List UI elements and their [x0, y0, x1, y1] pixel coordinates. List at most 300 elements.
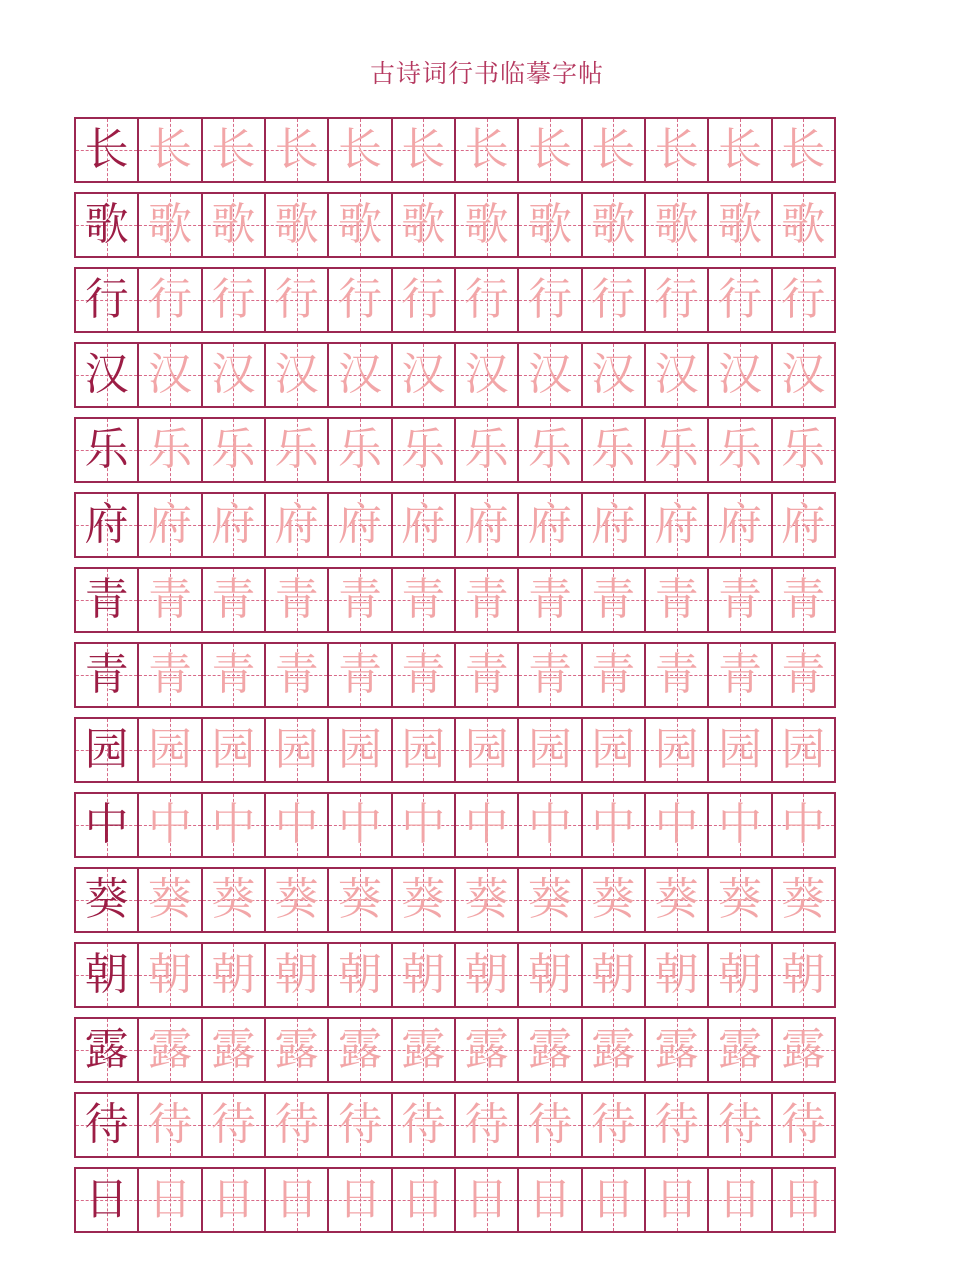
trace-cell: [707, 192, 772, 258]
trace-character: 园: [274, 724, 319, 775]
trace-character: 歌: [654, 199, 699, 250]
trace-character: 汉: [464, 349, 509, 400]
trace-cell: [454, 567, 519, 633]
trace-cell: [264, 117, 329, 183]
trace-character: 行: [147, 274, 192, 325]
trace-character: 青: [781, 649, 826, 700]
trace-character: 日: [527, 1174, 572, 1225]
model-cell: [74, 867, 139, 933]
trace-cell: [707, 267, 772, 333]
trace-cell: [264, 417, 329, 483]
trace-cell: [644, 492, 709, 558]
trace-cell: [201, 492, 266, 558]
model-character: 行: [84, 274, 129, 325]
trace-character: 葵: [527, 874, 572, 925]
model-cell: [74, 117, 139, 183]
trace-character: 露: [274, 1024, 319, 1075]
trace-character: 待: [147, 1099, 192, 1150]
trace-cell: [201, 192, 266, 258]
model-character: 汉: [84, 349, 129, 400]
trace-character: 府: [211, 499, 256, 550]
trace-character: 朝: [654, 949, 699, 1000]
trace-cell: [327, 792, 392, 858]
trace-character: 待: [654, 1099, 699, 1150]
trace-character: 青: [654, 574, 699, 625]
trace-cell: [517, 792, 582, 858]
trace-cell: [391, 342, 456, 408]
trace-cell: [517, 117, 582, 183]
trace-character: 长: [401, 124, 446, 175]
trace-cell: [644, 117, 709, 183]
trace-character: 府: [147, 499, 192, 550]
model-cell: [74, 192, 139, 258]
trace-cell: [771, 792, 836, 858]
trace-cell: [137, 342, 202, 408]
trace-cell: [327, 492, 392, 558]
practice-row: [74, 717, 858, 783]
trace-character: 府: [464, 499, 509, 550]
trace-cell: [771, 867, 836, 933]
trace-cell: [327, 942, 392, 1008]
trace-character: 中: [717, 799, 762, 850]
trace-cell: [137, 942, 202, 1008]
trace-character: 行: [337, 274, 382, 325]
trace-character: 待: [781, 1099, 826, 1150]
trace-cell: [201, 1017, 266, 1083]
trace-character: 中: [527, 799, 572, 850]
trace-character: 乐: [211, 424, 256, 475]
trace-cell: [264, 492, 329, 558]
trace-character: 待: [211, 1099, 256, 1150]
trace-character: 汉: [274, 349, 319, 400]
trace-character: 园: [401, 724, 446, 775]
trace-character: 日: [591, 1174, 636, 1225]
trace-character: 行: [527, 274, 572, 325]
trace-cell: [581, 192, 646, 258]
trace-cell: [391, 717, 456, 783]
trace-cell: [137, 492, 202, 558]
trace-cell: [327, 342, 392, 408]
trace-character: 日: [464, 1174, 509, 1225]
trace-cell: [137, 117, 202, 183]
model-character: 青: [84, 649, 129, 700]
trace-character: 朝: [147, 949, 192, 1000]
trace-cell: [201, 717, 266, 783]
trace-cell: [327, 267, 392, 333]
trace-character: 园: [337, 724, 382, 775]
model-cell: [74, 417, 139, 483]
trace-cell: [771, 1017, 836, 1083]
trace-cell: [327, 1017, 392, 1083]
model-character: 待: [84, 1099, 129, 1150]
practice-row: [74, 792, 858, 858]
trace-cell: [771, 492, 836, 558]
trace-character: 葵: [337, 874, 382, 925]
trace-character: 待: [274, 1099, 319, 1150]
trace-character: 葵: [781, 874, 826, 925]
trace-cell: [581, 792, 646, 858]
trace-cell: [707, 1017, 772, 1083]
trace-character: 行: [717, 274, 762, 325]
trace-cell: [517, 342, 582, 408]
trace-character: 露: [781, 1024, 826, 1075]
trace-character: 府: [654, 499, 699, 550]
trace-character: 葵: [401, 874, 446, 925]
practice-row: [74, 1092, 858, 1158]
trace-cell: [391, 1017, 456, 1083]
trace-cell: [517, 267, 582, 333]
trace-character: 中: [654, 799, 699, 850]
trace-character: 园: [781, 724, 826, 775]
trace-character: 长: [211, 124, 256, 175]
trace-character: 行: [274, 274, 319, 325]
trace-cell: [454, 642, 519, 708]
trace-cell: [327, 1167, 392, 1233]
trace-cell: [137, 417, 202, 483]
trace-cell: [264, 342, 329, 408]
practice-row: [74, 867, 858, 933]
trace-cell: [644, 417, 709, 483]
trace-cell: [771, 342, 836, 408]
practice-row: [74, 492, 858, 558]
trace-cell: [454, 492, 519, 558]
trace-cell: [644, 867, 709, 933]
trace-character: 长: [337, 124, 382, 175]
trace-cell: [517, 867, 582, 933]
trace-character: 朝: [717, 949, 762, 1000]
model-cell: [74, 642, 139, 708]
trace-cell: [771, 642, 836, 708]
trace-character: 青: [211, 574, 256, 625]
trace-character: 行: [464, 274, 509, 325]
trace-character: 青: [274, 574, 319, 625]
trace-character: 汉: [717, 349, 762, 400]
model-character: 青: [84, 574, 129, 625]
trace-character: 长: [147, 124, 192, 175]
trace-character: 露: [337, 1024, 382, 1075]
practice-row: [74, 942, 858, 1008]
trace-cell: [581, 867, 646, 933]
trace-character: 待: [591, 1099, 636, 1150]
practice-row: [74, 567, 858, 633]
trace-character: 葵: [717, 874, 762, 925]
trace-character: 露: [527, 1024, 572, 1075]
trace-character: 长: [274, 124, 319, 175]
trace-character: 汉: [147, 349, 192, 400]
trace-cell: [707, 342, 772, 408]
trace-cell: [454, 342, 519, 408]
trace-character: 中: [591, 799, 636, 850]
trace-character: 日: [147, 1174, 192, 1225]
trace-character: 长: [464, 124, 509, 175]
trace-character: 朝: [464, 949, 509, 1000]
practice-row: [74, 1017, 858, 1083]
trace-character: 青: [781, 574, 826, 625]
trace-cell: [581, 1092, 646, 1158]
trace-cell: [391, 492, 456, 558]
trace-character: 行: [654, 274, 699, 325]
trace-character: 葵: [211, 874, 256, 925]
trace-cell: [707, 642, 772, 708]
trace-character: 青: [527, 574, 572, 625]
trace-character: 行: [211, 274, 256, 325]
trace-cell: [581, 1167, 646, 1233]
trace-cell: [454, 792, 519, 858]
trace-character: 歌: [337, 199, 382, 250]
trace-character: 青: [464, 574, 509, 625]
trace-character: 青: [464, 649, 509, 700]
trace-character: 府: [337, 499, 382, 550]
trace-cell: [517, 417, 582, 483]
trace-character: 待: [401, 1099, 446, 1150]
trace-cell: [264, 792, 329, 858]
trace-character: 府: [591, 499, 636, 550]
trace-character: 汉: [337, 349, 382, 400]
trace-cell: [581, 117, 646, 183]
trace-cell: [517, 1167, 582, 1233]
trace-cell: [137, 567, 202, 633]
trace-character: 中: [337, 799, 382, 850]
trace-cell: [137, 267, 202, 333]
trace-character: 歌: [274, 199, 319, 250]
model-cell: [74, 1167, 139, 1233]
trace-character: 乐: [527, 424, 572, 475]
trace-character: 青: [717, 574, 762, 625]
trace-cell: [644, 717, 709, 783]
practice-row: [74, 342, 858, 408]
trace-cell: [454, 717, 519, 783]
trace-cell: [707, 792, 772, 858]
trace-cell: [581, 492, 646, 558]
trace-character: 府: [527, 499, 572, 550]
trace-cell: [264, 1017, 329, 1083]
trace-cell: [327, 567, 392, 633]
trace-character: 青: [337, 574, 382, 625]
trace-character: 长: [654, 124, 699, 175]
model-cell: [74, 492, 139, 558]
trace-cell: [201, 117, 266, 183]
trace-character: 园: [717, 724, 762, 775]
trace-cell: [201, 417, 266, 483]
trace-cell: [264, 267, 329, 333]
trace-cell: [771, 1167, 836, 1233]
trace-character: 日: [717, 1174, 762, 1225]
trace-character: 歌: [717, 199, 762, 250]
trace-cell: [644, 642, 709, 708]
model-cell: [74, 342, 139, 408]
trace-character: 府: [781, 499, 826, 550]
practice-row: [74, 1167, 858, 1233]
trace-cell: [581, 942, 646, 1008]
trace-cell: [201, 1092, 266, 1158]
trace-character: 朝: [274, 949, 319, 1000]
trace-character: 乐: [654, 424, 699, 475]
trace-cell: [454, 942, 519, 1008]
model-cell: [74, 267, 139, 333]
practice-row: [74, 117, 858, 183]
trace-character: 朝: [591, 949, 636, 1000]
trace-cell: [391, 192, 456, 258]
trace-cell: [517, 942, 582, 1008]
trace-cell: [137, 792, 202, 858]
trace-character: 中: [211, 799, 256, 850]
trace-character: 中: [464, 799, 509, 850]
trace-cell: [581, 267, 646, 333]
trace-cell: [581, 717, 646, 783]
trace-cell: [707, 492, 772, 558]
practice-row: [74, 417, 858, 483]
trace-cell: [201, 792, 266, 858]
trace-character: 园: [464, 724, 509, 775]
trace-cell: [517, 567, 582, 633]
trace-cell: [201, 642, 266, 708]
trace-character: 朝: [337, 949, 382, 1000]
trace-character: 中: [401, 799, 446, 850]
trace-cell: [771, 117, 836, 183]
trace-cell: [327, 117, 392, 183]
trace-cell: [391, 117, 456, 183]
trace-cell: [771, 267, 836, 333]
trace-cell: [264, 1092, 329, 1158]
trace-cell: [454, 192, 519, 258]
model-cell: [74, 1092, 139, 1158]
trace-character: 乐: [591, 424, 636, 475]
trace-cell: [137, 717, 202, 783]
trace-character: 长: [781, 124, 826, 175]
trace-character: 乐: [147, 424, 192, 475]
trace-cell: [644, 1167, 709, 1233]
trace-character: 中: [274, 799, 319, 850]
trace-cell: [644, 792, 709, 858]
trace-cell: [771, 717, 836, 783]
model-character: 歌: [84, 199, 129, 250]
trace-cell: [517, 1092, 582, 1158]
trace-character: 青: [591, 574, 636, 625]
trace-cell: [137, 192, 202, 258]
trace-cell: [581, 1017, 646, 1083]
trace-character: 葵: [654, 874, 699, 925]
trace-character: 歌: [147, 199, 192, 250]
trace-cell: [707, 1092, 772, 1158]
trace-character: 日: [337, 1174, 382, 1225]
trace-cell: [707, 942, 772, 1008]
trace-cell: [201, 1167, 266, 1233]
trace-cell: [327, 867, 392, 933]
trace-character: 日: [211, 1174, 256, 1225]
model-cell: [74, 942, 139, 1008]
trace-character: 露: [717, 1024, 762, 1075]
trace-cell: [264, 567, 329, 633]
trace-cell: [327, 417, 392, 483]
trace-character: 露: [464, 1024, 509, 1075]
trace-cell: [391, 867, 456, 933]
trace-character: 行: [401, 274, 446, 325]
trace-character: 歌: [211, 199, 256, 250]
trace-character: 葵: [464, 874, 509, 925]
trace-character: 乐: [337, 424, 382, 475]
trace-cell: [517, 192, 582, 258]
model-character: 中: [84, 799, 129, 850]
trace-cell: [391, 267, 456, 333]
trace-character: 园: [527, 724, 572, 775]
trace-character: 园: [591, 724, 636, 775]
model-character: 日: [84, 1174, 129, 1225]
trace-character: 行: [781, 274, 826, 325]
trace-character: 府: [401, 499, 446, 550]
trace-character: 朝: [527, 949, 572, 1000]
practice-row: [74, 267, 858, 333]
trace-character: 朝: [401, 949, 446, 1000]
trace-cell: [517, 1017, 582, 1083]
trace-character: 汉: [211, 349, 256, 400]
trace-character: 青: [147, 574, 192, 625]
trace-cell: [137, 1092, 202, 1158]
trace-cell: [454, 267, 519, 333]
trace-cell: [581, 342, 646, 408]
trace-character: 露: [401, 1024, 446, 1075]
trace-cell: [264, 942, 329, 1008]
trace-character: 汉: [591, 349, 636, 400]
trace-cell: [137, 642, 202, 708]
trace-cell: [454, 117, 519, 183]
trace-character: 长: [591, 124, 636, 175]
trace-cell: [707, 1167, 772, 1233]
trace-cell: [517, 717, 582, 783]
trace-cell: [644, 342, 709, 408]
trace-cell: [327, 192, 392, 258]
trace-character: 中: [781, 799, 826, 850]
trace-character: 露: [654, 1024, 699, 1075]
trace-cell: [264, 717, 329, 783]
trace-character: 歌: [527, 199, 572, 250]
trace-character: 待: [717, 1099, 762, 1150]
trace-cell: [771, 567, 836, 633]
trace-cell: [707, 567, 772, 633]
trace-cell: [391, 417, 456, 483]
model-cell: [74, 792, 139, 858]
model-character: 乐: [84, 424, 129, 475]
trace-cell: [264, 642, 329, 708]
trace-character: 露: [211, 1024, 256, 1075]
trace-character: 园: [211, 724, 256, 775]
trace-character: 青: [211, 649, 256, 700]
trace-character: 行: [591, 274, 636, 325]
trace-character: 汉: [401, 349, 446, 400]
trace-cell: [391, 792, 456, 858]
trace-cell: [454, 1167, 519, 1233]
trace-character: 歌: [464, 199, 509, 250]
trace-cell: [644, 192, 709, 258]
trace-cell: [771, 417, 836, 483]
trace-character: 歌: [591, 199, 636, 250]
trace-cell: [454, 1092, 519, 1158]
practice-row: [74, 192, 858, 258]
trace-cell: [137, 1167, 202, 1233]
trace-cell: [644, 567, 709, 633]
model-cell: [74, 567, 139, 633]
trace-cell: [201, 867, 266, 933]
trace-character: 葵: [591, 874, 636, 925]
model-character: 露: [84, 1024, 129, 1075]
trace-character: 汉: [527, 349, 572, 400]
trace-character: 歌: [401, 199, 446, 250]
trace-character: 长: [527, 124, 572, 175]
trace-character: 乐: [401, 424, 446, 475]
trace-cell: [517, 642, 582, 708]
model-character: 长: [84, 124, 129, 175]
trace-cell: [391, 942, 456, 1008]
trace-character: 青: [591, 649, 636, 700]
